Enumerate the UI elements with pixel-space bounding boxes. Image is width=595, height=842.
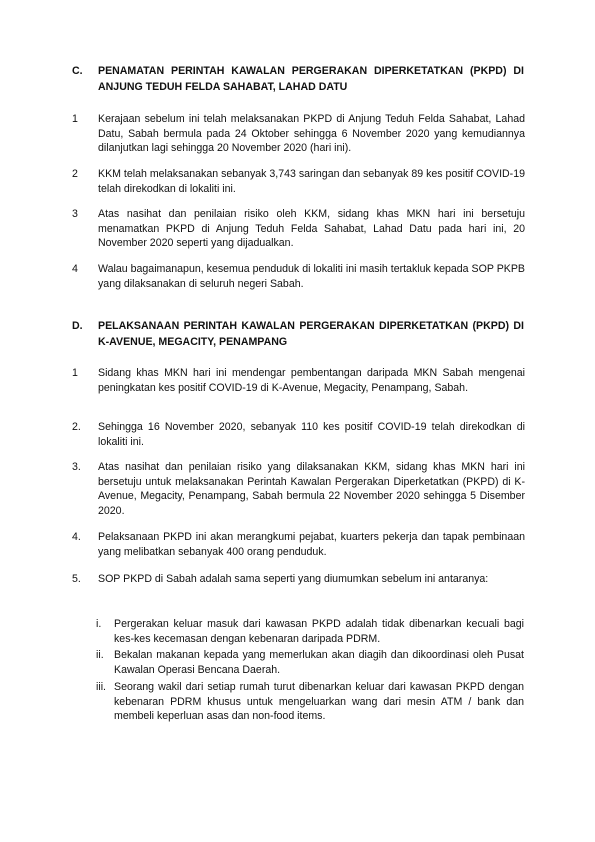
item-text: Atas nasihat dan penilaian risiko oleh KKM, sidang khas MKN hari ini bersetuju menamatkan PKPD di Anjung Teduh Felda Sahabat, Lahad Datu pada hari ini, 20 November 2020 seperti yang dijadualkan. — [98, 208, 525, 249]
subitem-number: ii. — [96, 649, 104, 661]
subitem-text: Bekalan makanan kepada yang memerlukan akan diagih dan dikoordinasi oleh Pusat Kawalan Operasi Bencana Daerah. — [114, 649, 524, 676]
item-number: 4. — [72, 531, 81, 543]
item-number: 2 — [72, 168, 78, 180]
section-c-letter: C. — [72, 65, 83, 77]
subitem-number: i. — [96, 618, 102, 630]
item-text: SOP PKPD di Sabah adalah sama seperti yang diumumkan sebelum ini antaranya: — [98, 573, 489, 585]
item-number: 3 — [72, 208, 78, 220]
item-number: 3. — [72, 461, 81, 473]
subitem-text: Pergerakan keluar masuk dari kawasan PKPD adalah tidak dibenarkan kecuali bagi kes-kes kecemasan dengan kebenaran daripada PDRM. — [114, 618, 524, 645]
section-d-letter: D. — [72, 320, 83, 332]
section-d-title: PELAKSANAAN PERINTAH KAWALAN PERGERAKAN DIPERKETATKAN (PKPD) DI K-AVENUE, MEGACITY, PENAMPANG — [98, 320, 524, 348]
subitem-number: iii. — [96, 681, 107, 693]
item-text: Atas nasihat dan penilaian risiko yang dilaksanakan KKM, sidang khas MKN hari ini bersetuju untuk melaksanakan Perintah Kawalan Pergerakan Diperketatkan (PKPD) di K-Avenue, Megacity, Penampang, Sabah bermula 22 November 2020 sehingga 5 Disember 2020. — [98, 461, 525, 517]
item-number: 5. — [72, 573, 81, 585]
item-text: Sidang khas MKN hari ini mendengar pembentangan daripada MKN Sabah mengenai peningkatan kes positif COVID-19 di K-Avenue, Megacity, Penampang, Sabah. — [98, 367, 525, 394]
item-number: 4 — [72, 263, 78, 275]
item-text: Walau bagaimanapun, kesemua penduduk di lokaliti ini masih tertakluk kepada SOP PKPB yang dilaksanakan di seluruh negeri Sabah. — [98, 263, 525, 290]
item-number: 2. — [72, 421, 81, 433]
item-number: 1 — [72, 367, 78, 379]
item-text: KKM telah melaksanakan sebanyak 3,743 saringan dan sebanyak 89 kes positif COVID-19 telah direkodkan di lokaliti ini. — [98, 168, 525, 195]
item-text: Sehingga 16 November 2020, sebanyak 110 kes positif COVID-19 telah direkodkan di lokaliti ini. — [98, 421, 525, 448]
item-text: Kerajaan sebelum ini telah melaksanakan PKPD di Anjung Teduh Felda Sahabat, Lahad Datu, Sabah bermula pada 24 Oktober sehingga 6 November 2020 yang kemudiannya dilanjutkan lagi sehingga 20 November 2020 (hari ini). — [98, 113, 525, 154]
subitem-text: Seorang wakil dari setiap rumah turut dibenarkan keluar dari kawasan PKPD dengan kebenaran PDRM khusus untuk mengeluarkan wang dari mesin ATM / bank dan membeli keperluan asas dan non-food items. — [114, 681, 524, 722]
section-c-title: PENAMATAN PERINTAH KAWALAN PERGERAKAN DIPERKETATKAN (PKPD) DI ANJUNG TEDUH FELDA SAHABAT, LAHAD DATU — [98, 65, 524, 93]
item-number: 1 — [72, 113, 78, 125]
item-text: Pelaksanaan PKPD ini akan merangkumi pejabat, kuarters pekerja dan tapak pembinaan yang melibatkan sebanyak 400 orang penduduk. — [98, 531, 525, 558]
